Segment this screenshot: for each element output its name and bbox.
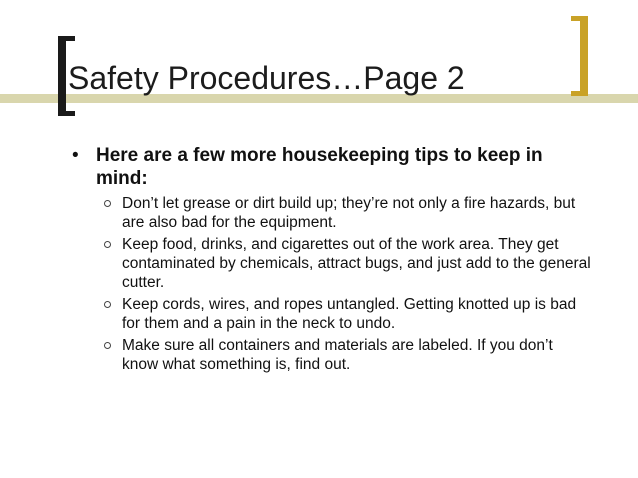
sub-bullet	[102, 194, 592, 232]
slide-content	[72, 144, 592, 377]
hollow-circle-bullet-icon	[104, 342, 111, 349]
sub-bullet	[102, 295, 592, 333]
hollow-circle-bullet-icon	[104, 241, 111, 248]
slide-title: Safety Procedures…Page 2	[68, 60, 465, 96]
sub-bullet-text: Keep cords, wires, and ropes untangled. Getting knotted up is bad for them and a pain in the neck to undo.	[122, 296, 577, 332]
main-bullet	[72, 144, 592, 190]
hollow-circle-bullet-icon	[104, 301, 111, 308]
sub-bullet-list	[72, 194, 592, 374]
hollow-circle-bullet-icon	[104, 200, 111, 207]
sub-bullet-text: Make sure all containers and materials are labeled. If you don’t know what something is, find out.	[122, 337, 553, 373]
sub-bullet	[102, 336, 592, 374]
sub-bullet-text: Don’t let grease or dirt build up; they’re not only a fire hazards, but are also bad for the equipment.	[122, 195, 576, 231]
sub-bullet-text: Keep food, drinks, and cigarettes out of the work area. They get contaminated by chemicals, attract bugs, and just add to the general cutter.	[122, 236, 591, 291]
main-bullet-text: Here are a few more housekeeping tips to keep in mind:	[96, 145, 543, 189]
sub-bullet	[102, 235, 592, 292]
bullet-dot-icon: •	[72, 145, 79, 166]
